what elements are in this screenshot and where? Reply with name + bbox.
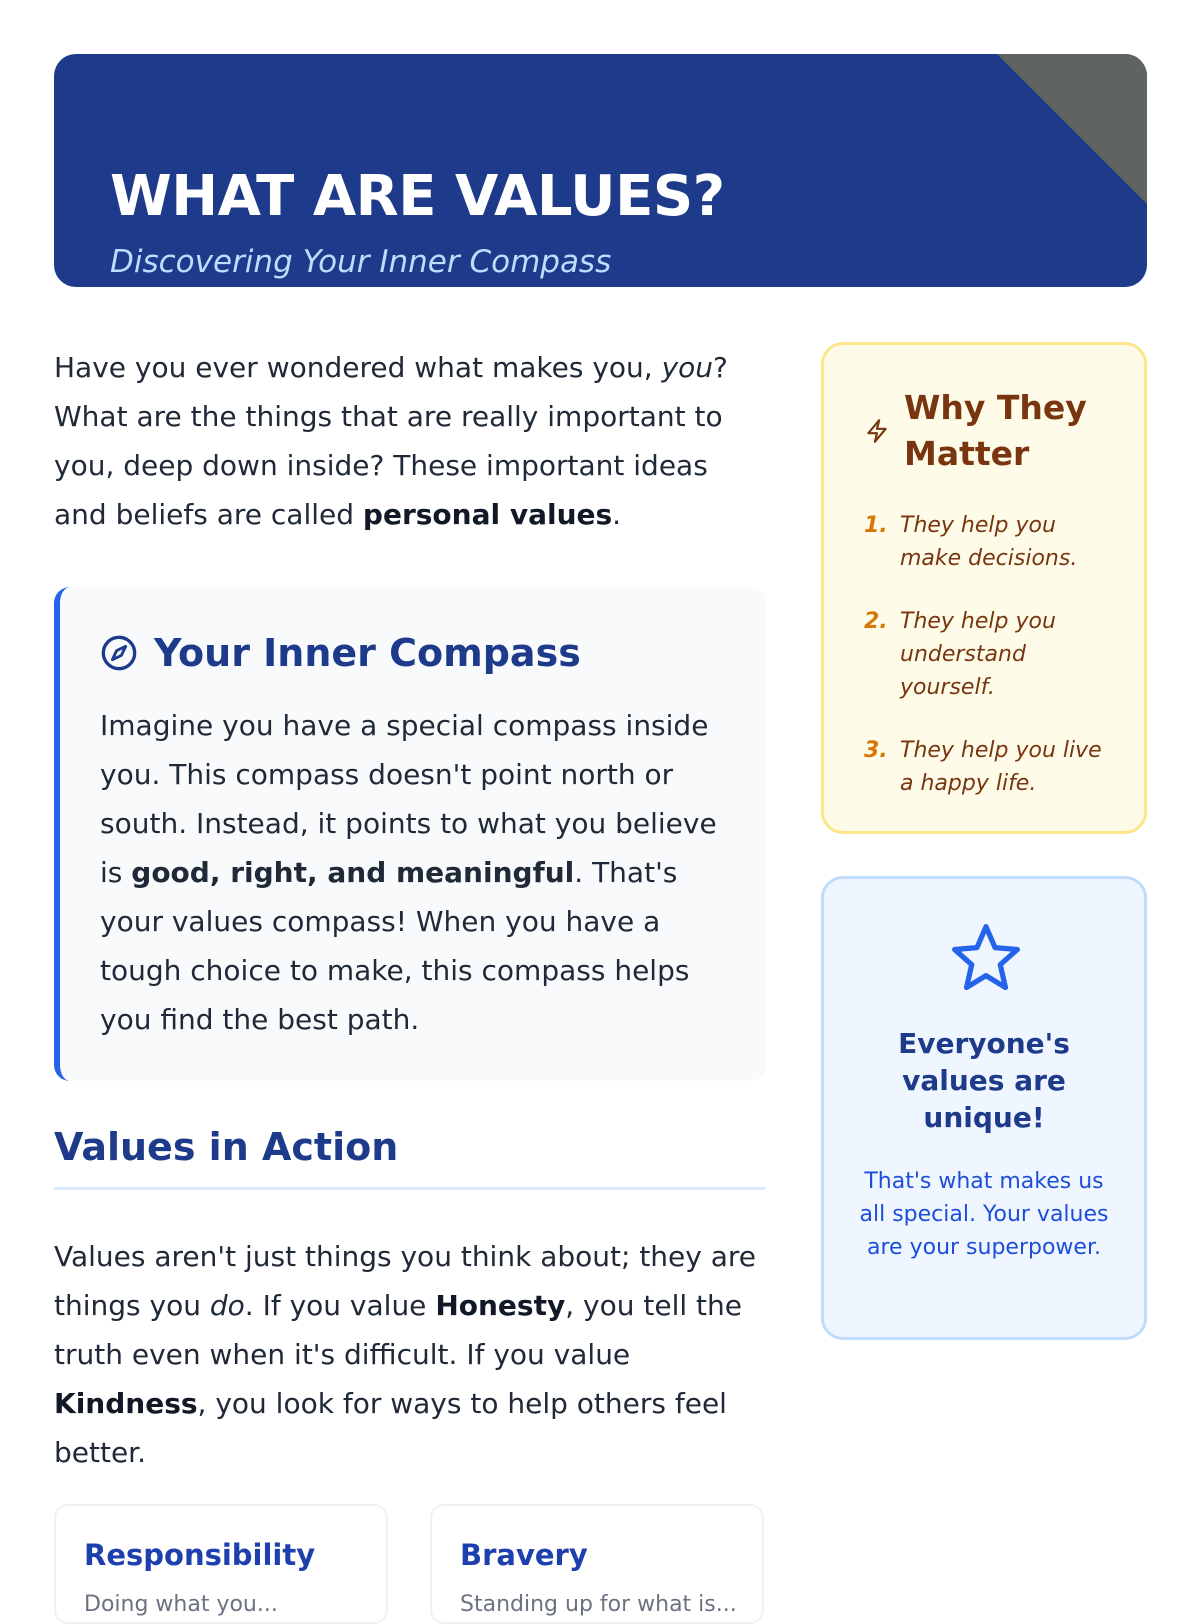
list-item xyxy=(864,605,1114,704)
intro-text-3: . xyxy=(612,498,622,531)
intro-bold: personal values xyxy=(362,498,613,531)
action-text-4: , you look for ways to help others feel better. xyxy=(54,1387,727,1469)
value-card-text: Doing what you... xyxy=(84,1592,278,1617)
intro-text-2: ? What are the things that are really important to you, deep down inside? These important ideas and beliefs are called xyxy=(54,351,728,531)
value-cards-row xyxy=(54,1504,766,1624)
value-card-bravery xyxy=(430,1504,764,1624)
corner-decoration xyxy=(997,54,1147,204)
list-number: 1. xyxy=(864,513,888,538)
compass-text-bold: good, right, and meaningful xyxy=(131,856,575,889)
why-matter-title: Why They Matter xyxy=(904,388,1087,473)
compass-card-header xyxy=(100,631,581,675)
list-item xyxy=(864,734,1114,800)
intro-emphasis: you xyxy=(661,351,714,384)
main-column xyxy=(54,343,764,1477)
star-icon xyxy=(948,921,1024,997)
values-in-action-heading: Values in Action xyxy=(54,1125,399,1169)
hero-banner xyxy=(54,54,1147,287)
unique-card-text: That's what makes us all special. Your values are your superpower. xyxy=(859,1169,1109,1260)
page-subtitle: Discovering Your Inner Compass xyxy=(110,244,612,280)
compass-text-2: . That's your values compass! When you have a tough choice to make, this compass helps you find the best path. xyxy=(100,856,690,1036)
action-bold-kindness: Kindness xyxy=(54,1387,198,1420)
value-card-responsibility xyxy=(54,1504,388,1624)
compass-card-text xyxy=(100,701,740,1044)
action-text-1: Values aren't just things you think about; they are things you xyxy=(54,1240,757,1322)
action-text-3: , you tell the truth even when it's difficult. If you value xyxy=(54,1289,742,1371)
intro-text-1: Have you ever wondered what makes you, xyxy=(54,351,662,384)
action-emphasis: do xyxy=(209,1289,245,1322)
value-card-title: Bravery xyxy=(460,1538,588,1572)
value-card-text: Standing up for what is... xyxy=(460,1592,737,1617)
values-in-action-text xyxy=(54,1232,764,1477)
compass-text-1: Imagine you have a special compass inside you. This compass doesn't point north or south. Instead, it points to what you believe is xyxy=(100,709,717,889)
unique-values-card xyxy=(821,876,1147,1340)
list-number: 3. xyxy=(864,738,888,763)
intro-paragraph xyxy=(54,343,754,539)
why-they-matter-card xyxy=(821,342,1147,834)
why-matter-header xyxy=(864,385,1114,477)
action-bold-honesty: Honesty xyxy=(435,1289,566,1322)
unique-card-title: Everyone's values are unique! xyxy=(898,1027,1070,1134)
page-title: WHAT ARE VALUES? xyxy=(110,164,725,229)
lightning-icon xyxy=(864,418,890,444)
action-text-2: . If you value xyxy=(244,1289,436,1322)
list-text: They help you make decisions. xyxy=(900,513,1078,571)
list-number: 2. xyxy=(864,609,888,634)
list-text: They help you live a happy life. xyxy=(900,738,1102,796)
list-item xyxy=(864,509,1114,575)
compass-card-title: Your Inner Compass xyxy=(154,631,581,675)
inner-compass-card xyxy=(54,587,766,1081)
why-matter-list xyxy=(864,509,1114,830)
compass-icon xyxy=(100,634,138,672)
value-card-title: Responsibility xyxy=(84,1538,316,1572)
list-text: They help you understand yourself. xyxy=(900,609,1056,700)
section-divider xyxy=(54,1187,766,1190)
